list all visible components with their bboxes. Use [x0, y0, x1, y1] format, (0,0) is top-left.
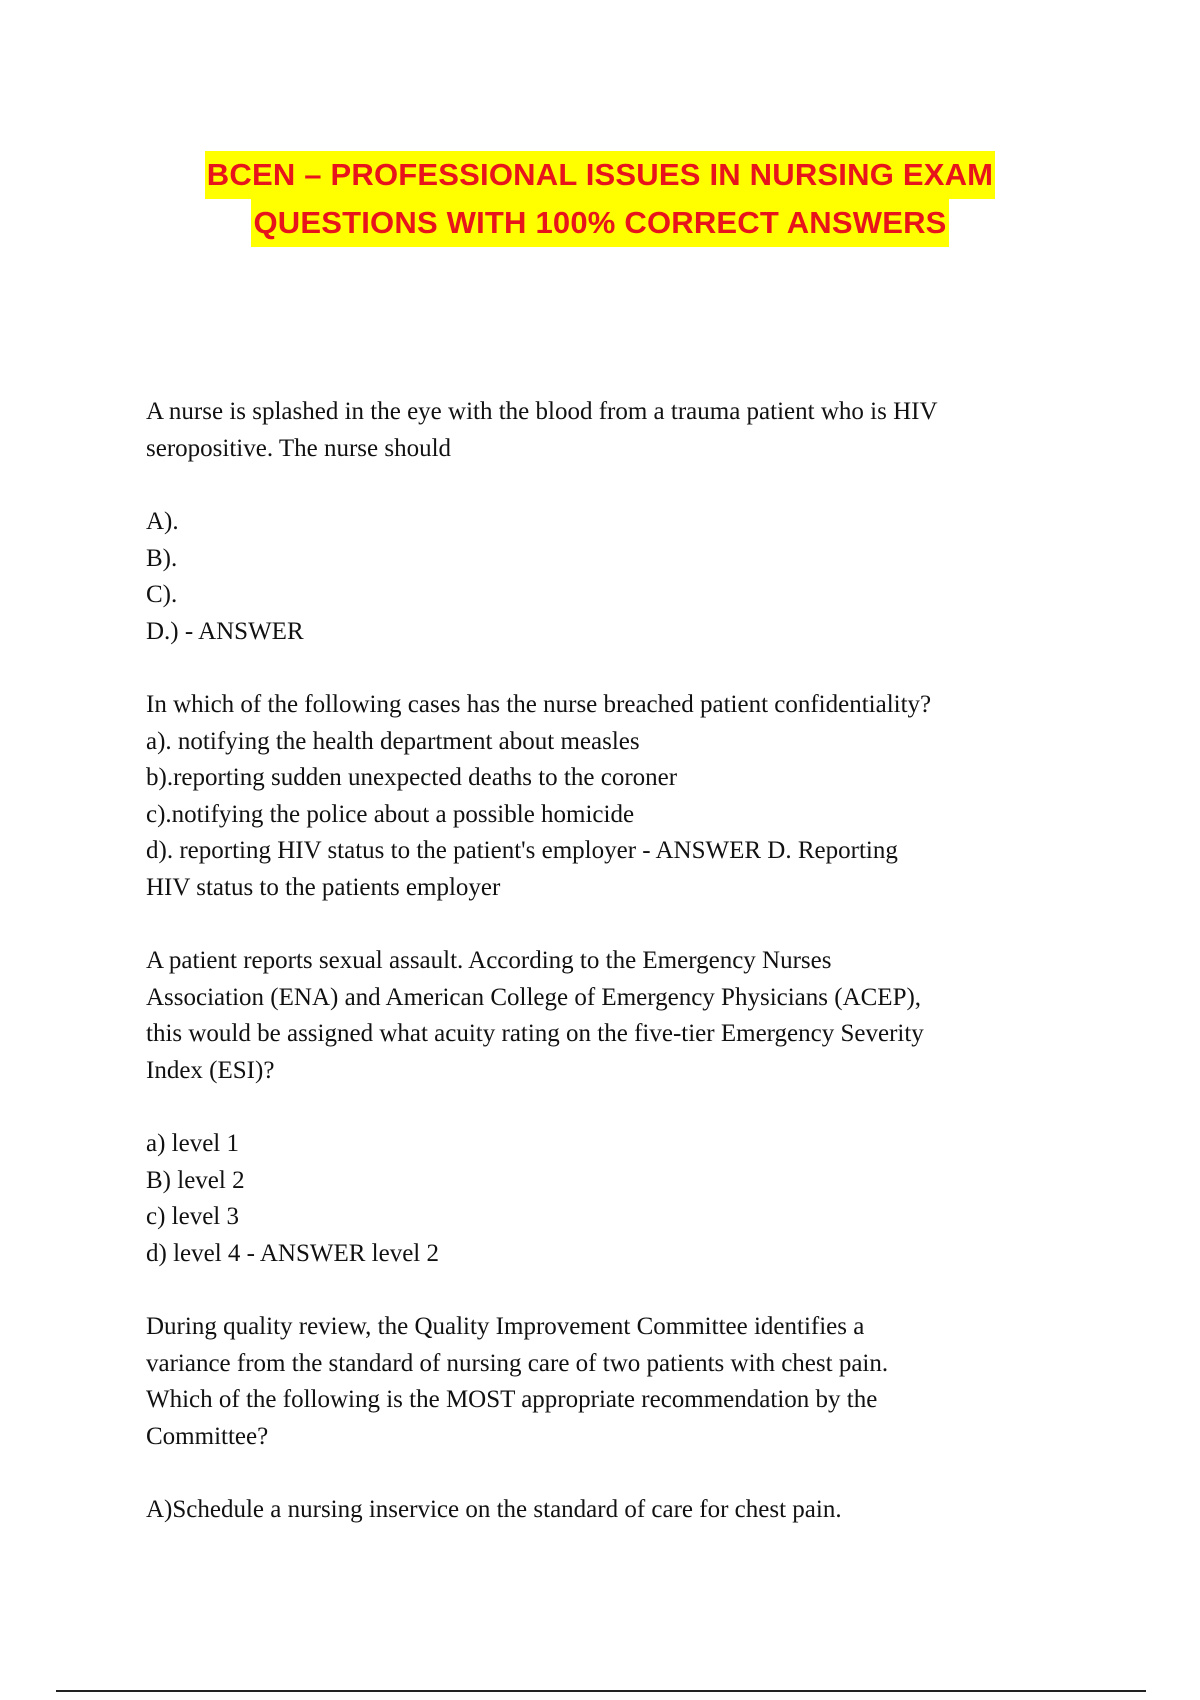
answer-option: D.) - ANSWER: [146, 617, 304, 645]
question-3-options: [146, 1126, 1076, 1272]
answer-text-line: HIV status to the patients employer: [146, 873, 501, 901]
document-body: [146, 394, 1076, 1566]
answer-option: b).reporting sudden unexpected deaths to the coroner: [146, 764, 678, 791]
answer-option: d). reporting HIV status to the patient's employer - ANSWER D. Reporting: [146, 837, 898, 864]
question-text-line: Index (ESI)?: [146, 1056, 275, 1084]
question-1-stem: [146, 394, 1076, 467]
answer-option: C).: [146, 581, 178, 608]
answer-option: B).: [146, 544, 178, 572]
question-text-line: Which of the following is the MOST appropriate recommendation by the: [146, 1386, 878, 1413]
answer-option: c).notifying the police about a possible homicide: [146, 800, 635, 828]
question-2: [146, 687, 1076, 906]
question-text-line: this would be assigned what acuity rating on the five-tier Emergency Severity: [146, 1020, 924, 1047]
question-4-options: [146, 1492, 1076, 1529]
title-line-2: QUESTIONS WITH 100% CORRECT ANSWERS: [251, 199, 948, 247]
question-text-line: variance from the standard of nursing care of two patients with chest pain.: [146, 1349, 889, 1377]
question-3-stem: [146, 943, 1076, 1089]
question-text-line: Committee?: [146, 1422, 269, 1450]
answer-option: a). notifying the health department about measles: [146, 727, 640, 755]
title-line-1: BCEN – PROFESSIONAL ISSUES IN NURSING EXAM: [205, 151, 995, 199]
answer-option: a) level 1: [146, 1130, 240, 1157]
question-text-line: During quality review, the Quality Improvement Committee identifies a: [146, 1313, 865, 1340]
question-text-line: A patient reports sexual assault. According to the Emergency Nurses: [146, 947, 832, 974]
answer-option: d) level 4 - ANSWER level 2: [146, 1239, 439, 1267]
question-4-stem: [146, 1309, 1076, 1455]
question-text-line: In which of the following cases has the nurse breached patient confidentiality?: [146, 691, 932, 718]
answer-option: B) level 2: [146, 1166, 245, 1194]
question-1-options: [146, 504, 1076, 650]
question-text-line: seropositive. The nurse should: [146, 434, 452, 462]
answer-option: A)Schedule a nursing inservice on the standard of care for chest pain.: [146, 1496, 842, 1523]
answer-option: c) level 3: [146, 1203, 240, 1230]
document-title: [0, 151, 1200, 247]
question-text-line: A nurse is splashed in the eye with the blood from a trauma patient who is HIV: [146, 398, 938, 425]
answer-option: A).: [146, 508, 179, 535]
page-bottom-divider: [56, 1690, 1146, 1692]
question-text-line: Association (ENA) and American College of Emergency Physicians (ACEP),: [146, 983, 922, 1011]
